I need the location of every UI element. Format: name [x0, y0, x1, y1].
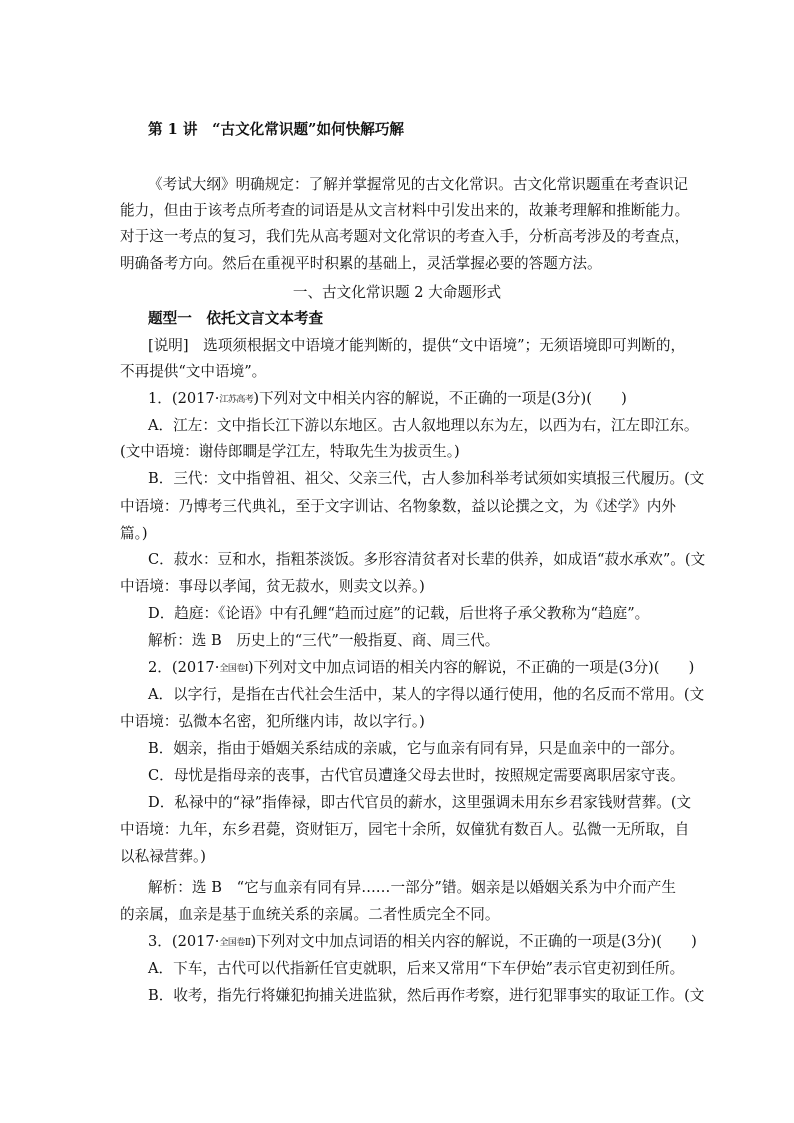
page-title: 第 1 讲 “古文化常识题”如何快解巧解: [148, 121, 405, 138]
q2-option-c: C．母忧是指母亲的丧事，古代官员遭逢父母去世时，按照规定需要离职居家守丧。: [148, 767, 685, 784]
q1-option-d: D．趋庭：《论语》中有孔鲤“趋而过庭”的记载，后世将子承父教称为“趋庭”。: [148, 605, 650, 622]
q3-source: 全国卷Ⅱ: [219, 938, 251, 948]
q1-option-a-line-2: (文中语境：谢侍郎瞷是学江左，特取先生为拔贡生。): [120, 443, 460, 460]
q2-source: 全国卷Ⅰ: [219, 664, 248, 674]
intro-line-1: 《考试大纲》明确规定：了解并掌握常见的古文化常识。古文化常识题重在考查识记: [148, 176, 688, 193]
q1-stem: 1．(2017·江苏高考)下列对文中相关内容的解说，不正确的一项是(3分)( ): [148, 390, 627, 407]
q3-option-a: A．下车，古代可以代指新任官吏就职，后来又常用“下车伊始”表示官吏初到任所。: [148, 960, 685, 977]
q1-option-b-line-3: 篇。): [120, 525, 148, 542]
q2-option-d-line-3: 以私禄营葬。): [120, 848, 206, 865]
q1-source: 江苏高考: [219, 395, 254, 405]
section-heading: 一、古文化常识题 2 大命题形式: [292, 284, 502, 301]
q2-option-a-line-2: 中语境：弘微本名密，犯所继内讳，故以字行。): [120, 713, 425, 730]
type-heading: 题型一 依托文言文本考查: [148, 310, 324, 327]
q2-option-d-line-2: 中语境：九年，东乡君薨，资财钜万，园宅十余所，奴僮犹有数百人。弘微一无所取，自: [120, 821, 690, 838]
note-line-1: [说明] 选项须根据文中语境才能判断的，提供“文中语境”；无须语境即可判断的，: [148, 337, 686, 354]
q2-option-d-line-1: D．私禄中的“禄”指俸禄，即古代官员的薪水，这里强调未用东乡君家钱财营葬。(文: [148, 794, 692, 811]
q1-option-c-line-2: 中语境：事母以孝闻，贫无菽水，则卖文以养。): [120, 578, 425, 595]
q2-answer-line-2: 的亲属，血亲是基于血统关系的亲属。二者性质完全不同。: [120, 906, 500, 923]
q2-option-a-line-1: A．以字行，是指在古代社会生活中，某人的字得以通行使用，他的名反而不常用。(文: [148, 686, 705, 703]
q1-option-b-line-2: 中语境：乃博考三代典礼，至于文字训诂、名物象数，益以论撰之文，为《述学》内外: [120, 498, 676, 515]
intro-line-2: 能力，但由于该考点所考查的词语是从文言材料中引发出来的，故兼考理解和推断能力。: [120, 202, 690, 219]
q1-option-b-line-1: B．三代：文中指曾祖、祖父、父亲三代，古人参加科举考试须如实填报三代履历。(文: [148, 470, 705, 487]
q2-option-b: B．姻亲，指由于婚姻关系结成的亲戚，它与血亲有同有异，只是血亲中的一部分。: [148, 740, 685, 757]
intro-line-3: 对于这一考点的复习，我们先从高考题对文化常识的考查入手，分析高考涉及的考查点，: [120, 228, 690, 245]
q2-stem: 2．(2017·全国卷Ⅰ)下列对文中加点词语的相关内容的解说，不正确的一项是(3分)( ): [148, 659, 695, 676]
q1-option-c-line-1: C．菽水：豆和水，指粗茶淡饭。多形容清贫者对长辈的供养，如成语“菽水承欢”。(文: [148, 551, 706, 568]
q3-option-b: B．收考，指先行将嫌犯拘捕关进监狱，然后再作考察，进行犯罪事实的取证工作。(文: [148, 987, 705, 1004]
q1-option-a-line-1: A．江左：文中指长江下游以东地区。古人叙地理以东为左，以西为右，江左即江东。: [148, 417, 699, 434]
q2-answer-line-1: 解析：选 B “它与血亲有同有异……一部分”错。姻亲是以婚姻关系为中介而产生: [148, 879, 676, 896]
note-line-2: 不再提供“文中语境”。: [120, 363, 267, 380]
intro-line-4: 明确备考方向。然后在重视平时积累的基础上，灵活掌握必要的答题方法。: [120, 255, 602, 272]
q1-answer: 解析：选 B 历史上的“三代”一般指夏、商、周三代。: [148, 632, 500, 649]
q3-stem: 3．(2017·全国卷Ⅱ)下列对文中加点词语的相关内容的解说，不正确的一项是(3分)( ): [148, 933, 697, 950]
